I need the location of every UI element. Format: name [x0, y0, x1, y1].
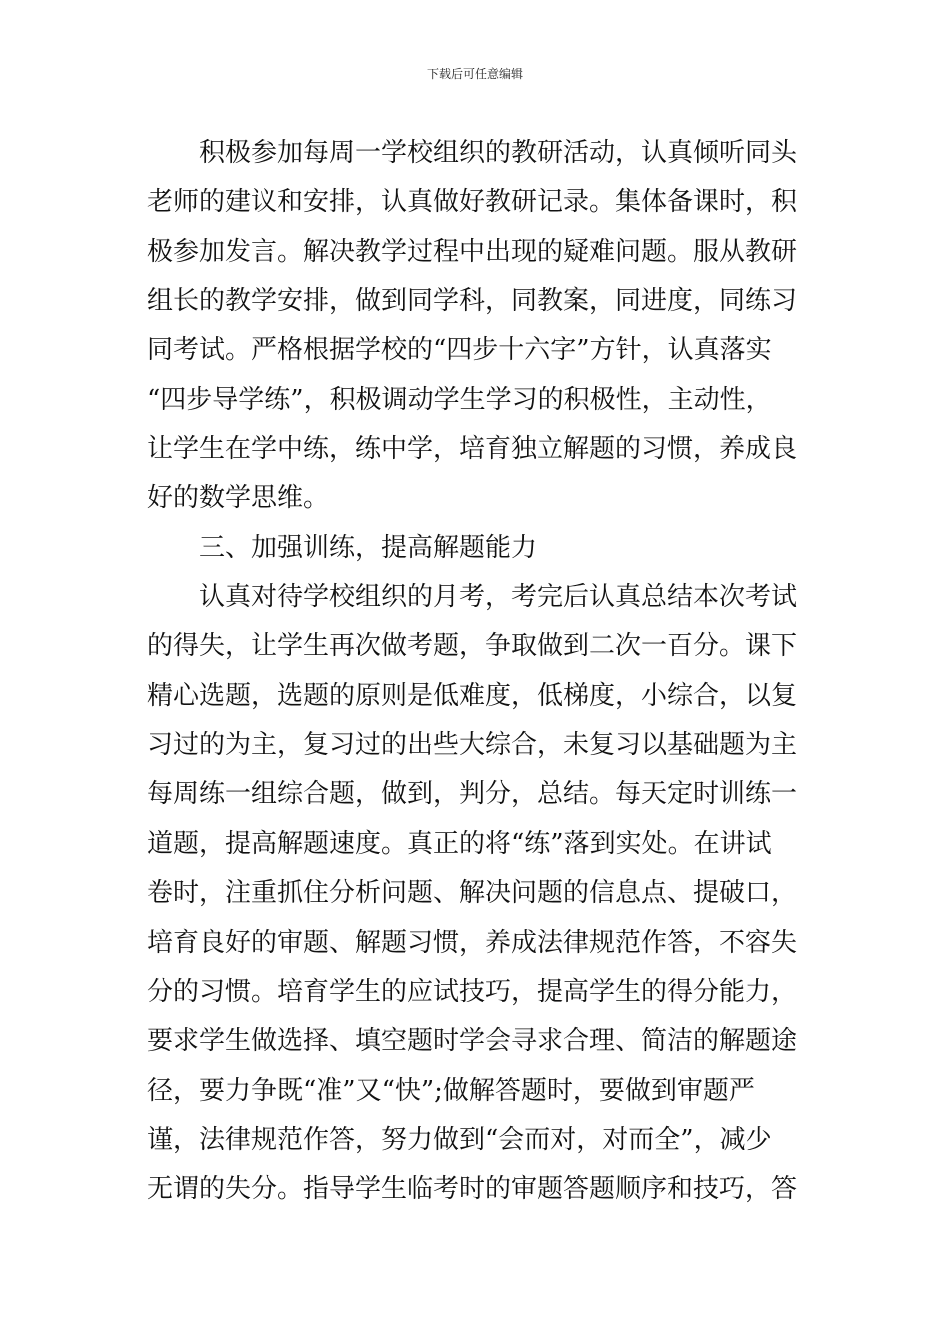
page-header: 下载后可任意编辑	[426, 67, 523, 81]
text-line: 精心选题，选题的原则是低难度，低梯度，小综合，以复	[147, 680, 798, 711]
text-line: 每周练一组综合题，做到，判分，总结。每天定时训练一	[147, 779, 798, 810]
text-line: 习过的为主，复习过的出些大综合，未复习以基础题为主	[147, 730, 798, 761]
text-line: 要求学生做选择、填空题时学会寻求合理、简洁的解题途	[147, 1026, 798, 1057]
text-line: 径，要力争既“准”又“快”;做解答题时，要做到审题严	[147, 1075, 755, 1106]
text-line: 让学生在学中练，练中学，培育独立解题的习惯，养成良	[147, 434, 798, 465]
text-line: “四步导学练”，积极调动学生学习的积极性，主动性，	[147, 384, 772, 415]
text-line: 卷时，注重抓住分析问题、解决问题的信息点、提破口，	[147, 878, 798, 909]
text-line: 的得失，让学生再次做考题，争取做到二次一百分。课下	[147, 631, 798, 662]
text-line: 无谓的失分。指导学生临考时的审题答题顺序和技巧，答	[147, 1174, 798, 1205]
text-line: 道题，提高解题速度。真正的将“练”落到实处。在讲试	[147, 828, 772, 859]
text-line: 好的数学思维。	[147, 483, 330, 514]
text-line: 分的习惯。培育学生的应试技巧，提高学生的得分能力，	[147, 976, 798, 1007]
text-line: 组长的教学安排，做到同学科，同教案，同进度，同练习	[147, 286, 798, 317]
text-line: 同考试。严格根据学校的“四步十六字”方针，认真落实	[147, 335, 772, 366]
text-line: 培育良好的审题、解题习惯，养成法律规范作答，不容失	[147, 927, 798, 958]
document-body	[147, 129, 813, 1215]
text-line: 谨，法律规范作答，努力做到“会而对，对而全”，减少	[147, 1124, 772, 1155]
text-line: 老师的建议和安排，认真做好教研记录。集体备课时，积	[147, 187, 798, 218]
text-line: 积极参加每周一学校组织的教研活动，认真倾听同头	[199, 138, 798, 168]
text-line: 极参加发言。解决教学过程中出现的疑难问题。服从教研	[147, 236, 798, 267]
section-heading: 三、加强训练，提高解题能力	[199, 532, 538, 563]
text-line: 认真对待学校组织的月考，考完后认真总结本次考试	[199, 582, 798, 613]
